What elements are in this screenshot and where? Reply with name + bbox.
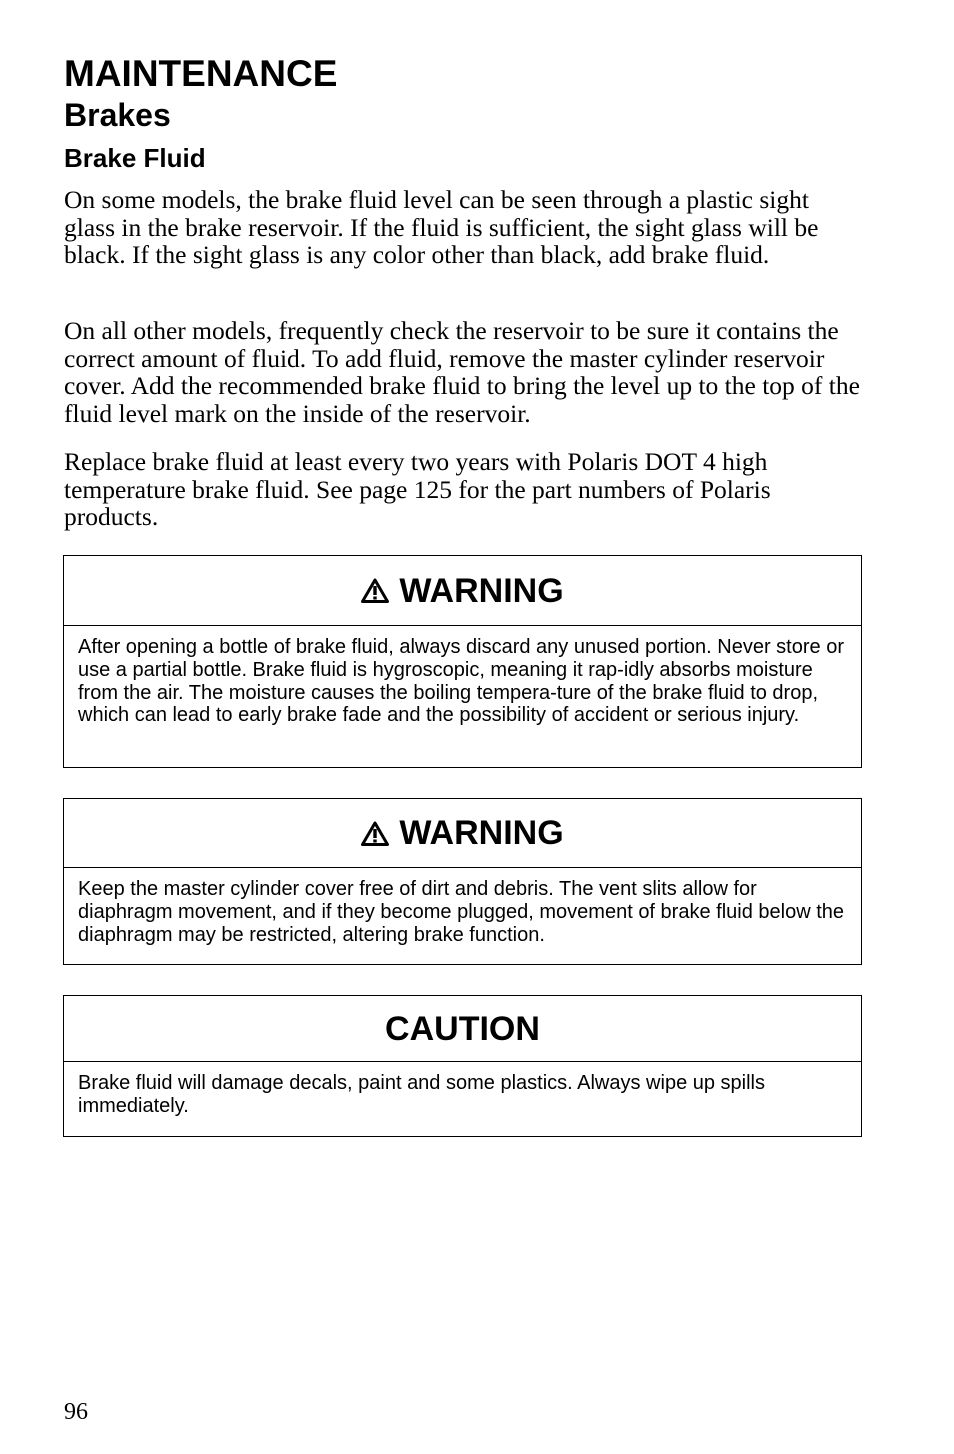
caution-text: Brake fluid will damage decals, paint and some plastics. Always wipe up spills immediately. bbox=[78, 1072, 766, 1117]
warning-box-discard bbox=[63, 555, 862, 768]
paragraph-replace-fluid: Replace brake fluid at least every two years with Polaris DOT 4 high temperature brake fluid. See page 125 for the part numbers of Polaris products. bbox=[64, 447, 771, 532]
warning-box-vent bbox=[63, 798, 862, 965]
warning-triangle-icon bbox=[361, 821, 389, 846]
caution-box bbox=[63, 995, 862, 1137]
warning-title: WARNING bbox=[399, 814, 564, 852]
caution-header bbox=[64, 996, 861, 1062]
paragraph-sight-glass: On some models, the brake fluid level can be seen through a plastic sight glass in the brake reservoir. If the fluid is sufficient, the sight glass will be black. If the sight glass is any color other than black, add brake fluid. bbox=[64, 185, 819, 270]
warning-text: Keep the master cylinder cover free of dirt and debris. The vent slits allow for diaphragm movement, and if they become plugged, movement of brake fluid below the diaphragm may be restricted, altering brake function. bbox=[78, 878, 844, 946]
subsection-title: Brakes bbox=[64, 97, 171, 133]
caution-title: CAUTION bbox=[385, 1009, 540, 1048]
paragraph-reservoir-check: On all other models, frequently check the reservoir to be sure it contains the correct amount of fluid. To add fluid, remove the master cylinder reservoir cover. Add the recommended brake fluid to bring the level up to the top of the fluid level mark on the inside of the reservoir. bbox=[64, 316, 860, 429]
topic-title: Brake Fluid bbox=[64, 143, 206, 173]
warning-header bbox=[64, 556, 861, 626]
warning-text: After opening a bottle of brake fluid, always discard any unused portion. Never store or use a partial bottle. Brake fluid is hygroscopic, meaning it rap-idly absorbs moisture from the air. The moisture causes the boiling tempera-ture of the brake fluid to drop, which can lead to early brake fade and the possibility of accident or serious injury. bbox=[78, 636, 844, 727]
warning-header bbox=[64, 799, 861, 868]
warning-triangle-icon bbox=[361, 578, 389, 603]
warning-title: WARNING bbox=[399, 571, 564, 610]
page-number: 96 bbox=[64, 1399, 88, 1425]
section-title: MAINTENANCE bbox=[64, 53, 338, 94]
